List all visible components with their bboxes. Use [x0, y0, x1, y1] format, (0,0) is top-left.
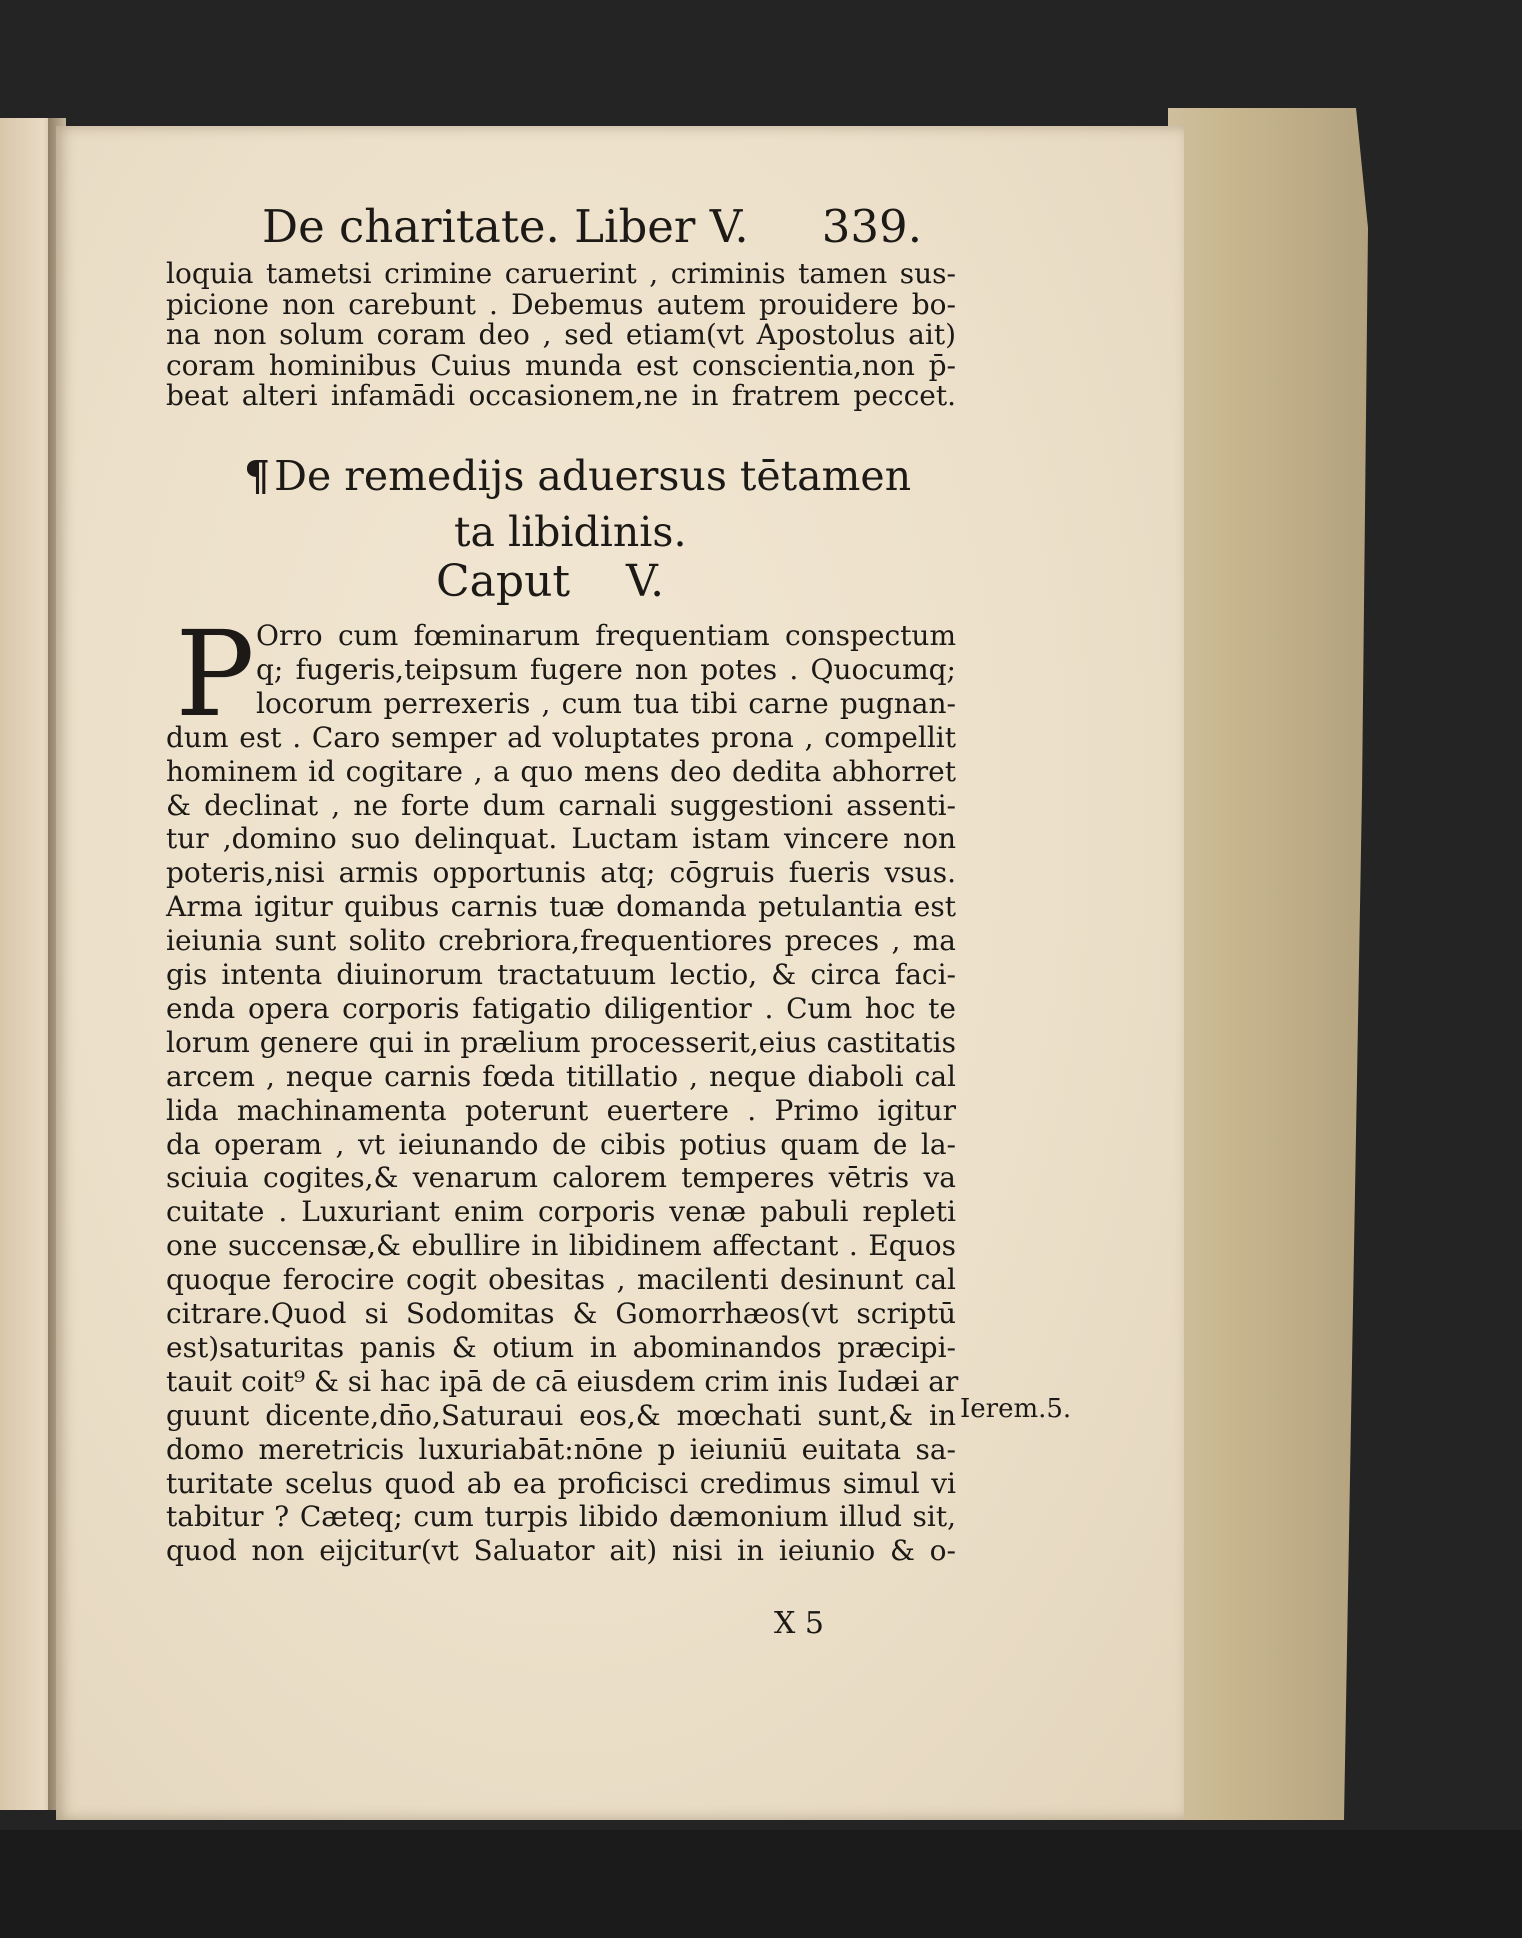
running-head: [262, 200, 922, 260]
text-line: q; fugeris,teipsum fugere non potes . Quocumq;: [256, 652, 956, 686]
text-line: & declinat , ne forte dum carnali suggestioni assenti-: [166, 788, 956, 822]
text-line: tabitur ? Cæteq; cum turpis libido dæmonium illud sit,: [166, 1500, 956, 1534]
text-line: lida machinamenta poterunt euertere . Primo igitur: [166, 1093, 956, 1127]
text-line: Arma igitur quibus carnis tuæ domanda petulantia est: [166, 890, 956, 924]
chapter-heading-text1: De remedijs aduersus tētamen: [274, 452, 912, 500]
text-line: cuitate . Luxuriant enim corporis venæ pabuli repleti: [166, 1195, 956, 1229]
text-line: tauit coit⁹ & si hac ipā de cā eiusdem crim inis Iudæi ar: [166, 1364, 959, 1398]
text-line: locorum perrexeris , cum tua tibi carne pugnan-: [256, 686, 956, 720]
text-line: one succensæ,& ebullire in libidinem affectant . Equos: [166, 1229, 956, 1263]
text-line: enda opera corporis fatigatio diligentior . Cum hoc te: [166, 991, 956, 1025]
catchword: X 5: [774, 1606, 824, 1641]
text-line: citrare.Quod si Sodomitas & Gomorrhæos(vt scriptū: [166, 1297, 956, 1330]
table-shadow: [0, 1830, 1522, 1938]
chapter-heading-line2: ta libidinis.: [454, 508, 687, 556]
text-line: hominem id cogitare , a quo mens deo dedita abhorret: [166, 754, 956, 788]
page-stack-edge: [1168, 108, 1368, 1820]
text-line: gis intenta diuinorum tractatuum lectio, & circa faci-: [166, 958, 956, 991]
text-line: dum est . Caro semper ad voluptates prona , compellit: [166, 720, 956, 754]
chapter-caput: Caput V.: [436, 556, 665, 607]
text-line: picione non carebunt . Debemus autem prouidere bo-: [166, 287, 956, 321]
text-line: sciuia cogites,& venarum calorem temperes vētris va: [166, 1161, 956, 1195]
text-line: loquia tametsi crimine caruerint , criminis tamen sus-: [166, 257, 956, 290]
text-line: na non solum coram deo , sed etiam(vt Apostolus ait): [166, 318, 956, 351]
text-line: guunt dicente,dn̄o,Saturaui eos,& mœchati sunt,& in: [166, 1398, 956, 1432]
text-line: beat alteri infamādi occasionem,ne in fratrem peccet.: [166, 379, 956, 412]
page-number: 339.: [821, 200, 922, 253]
pilcrow-mark: ¶: [244, 452, 271, 500]
text-line: ieiunia sunt solito crebriora,frequentiores preces , ma: [166, 924, 956, 958]
text-line: lorum genere qui in prælium processerit,eius castitatis: [166, 1025, 956, 1059]
drop-initial-letter: P: [175, 605, 255, 743]
text-line: poteris,nisi armis opportunis atq; cōgruis fueris vsus.: [166, 856, 956, 890]
running-head-title: De charitate. Liber V.: [262, 200, 749, 253]
text-line: domo meretricis luxuriabāt:nōne p ieiuniū euitata sa-: [166, 1432, 956, 1466]
margin-note: Ierem.5.: [960, 1394, 1072, 1424]
text-line: quod non eijcitur(vt Saluator ait) nisi in ieiunio & o-: [166, 1534, 956, 1568]
text-line: arcem , neque carnis fœda titillatio , neque diaboli cal: [166, 1059, 956, 1093]
text-line: quoque ferocire cogit obesitas , macilenti desinunt cal: [166, 1263, 956, 1297]
text-line: tur ,domino suo delinquat. Luctam istam vincere non: [166, 822, 956, 856]
text-line: Orro cum fœminarum frequentiam conspectum: [256, 619, 956, 652]
text-line: turitate scelus quod ab ea proficisci credimus simul vi: [166, 1466, 956, 1500]
text-line: est)saturitas panis & otium in abominandos præcipi-: [166, 1330, 956, 1364]
text-line: coram hominibus Cuius munda est conscientia,non p̄-: [166, 348, 956, 382]
text-line: da operam , vt ieiunando de cibis potius quam de la-: [166, 1127, 956, 1161]
chapter-heading-line1: [244, 452, 911, 500]
